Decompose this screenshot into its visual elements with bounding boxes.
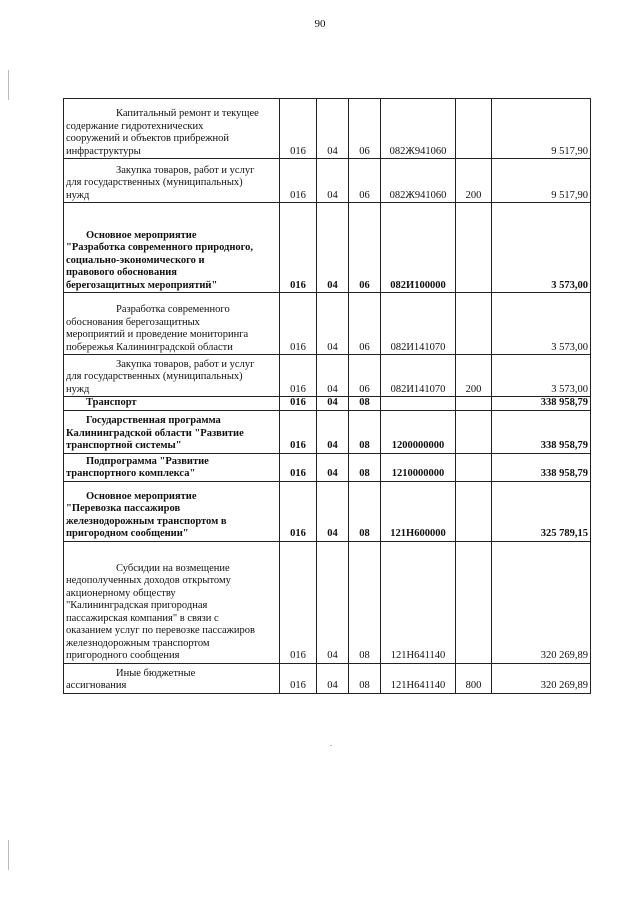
target-code: 121Н641140 <box>381 541 456 663</box>
subsection-code: 06 <box>349 99 381 159</box>
subsection-code: 06 <box>349 293 381 355</box>
row-name-line: Субсидии на возмещение <box>116 562 230 574</box>
row-name-line: железнодорожным транспортом в <box>66 515 227 527</box>
expense-kind-code <box>456 99 492 159</box>
table-row <box>64 99 591 159</box>
row-name-line: Основное мероприятие <box>86 490 197 502</box>
expense-kind-code <box>456 397 492 411</box>
row-name-line: транспортной системы" <box>66 440 182 451</box>
subsection-code: 08 <box>349 541 381 663</box>
row-name-line: обоснования берегозащитных <box>66 316 200 328</box>
section-code: 04 <box>317 481 349 541</box>
target-code <box>381 397 456 411</box>
amount: 3 573,00 <box>492 293 591 355</box>
subsection-code: 06 <box>349 159 381 203</box>
row-name-line: пригородного сообщения <box>66 650 180 661</box>
row-name-line: побережья Калининградской области <box>66 341 233 353</box>
scan-artifact <box>8 70 9 100</box>
section-code: 04 <box>317 159 349 203</box>
row-name <box>64 159 280 203</box>
table-row <box>64 203 591 293</box>
row-name-line: Основное мероприятие <box>86 229 197 241</box>
ministry-code: 016 <box>280 397 317 411</box>
row-name <box>64 663 280 693</box>
row-name-line: для государственных (муниципальных) <box>66 371 243 382</box>
ministry-code: 016 <box>280 203 317 293</box>
section-code: 04 <box>317 355 349 397</box>
subsection-code: 06 <box>349 203 381 293</box>
row-name-line: содержание гидротехнических <box>66 120 204 132</box>
expense-kind-code <box>456 410 492 453</box>
table-row <box>64 355 591 397</box>
target-code: 082И100000 <box>381 203 456 293</box>
expense-kind-code: 200 <box>456 159 492 203</box>
row-name-line: мероприятий и проведение мониторинга <box>66 329 249 340</box>
target-code: 082Ж941060 <box>381 159 456 203</box>
row-name-line: "Калининградская пригородная <box>66 600 208 611</box>
ministry-code: 016 <box>280 453 317 481</box>
row-name-line: "Разработка современного природного, <box>66 242 254 253</box>
ministry-code: 016 <box>280 99 317 159</box>
row-name-line: Калининградской области "Развитие <box>66 427 244 439</box>
target-code: 1210000000 <box>381 453 456 481</box>
amount: 338 958,79 <box>492 410 591 453</box>
table-row <box>64 293 591 355</box>
table-row <box>64 481 591 541</box>
target-code: 121Н600000 <box>381 481 456 541</box>
row-name-line: пассажирская компания" в связи с <box>66 612 219 624</box>
section-code: 04 <box>317 410 349 453</box>
row-name-line: Транспорт <box>86 397 137 408</box>
expense-kind-code <box>456 541 492 663</box>
amount: 320 269,89 <box>492 541 591 663</box>
row-name-line: железнодорожным транспортом <box>66 637 210 649</box>
table-row <box>64 541 591 663</box>
section-code: 04 <box>317 293 349 355</box>
table-row <box>64 663 591 693</box>
row-name-line: Иные бюджетные <box>116 667 196 679</box>
row-name-line: правового обоснования <box>66 267 177 278</box>
amount: 320 269,89 <box>492 663 591 693</box>
row-name <box>64 99 280 159</box>
section-code: 04 <box>317 203 349 293</box>
amount: 3 573,00 <box>492 203 591 293</box>
row-name <box>64 453 280 481</box>
ministry-code: 016 <box>280 293 317 355</box>
ministry-code: 016 <box>280 481 317 541</box>
subsection-code: 08 <box>349 410 381 453</box>
table-row <box>64 397 591 411</box>
target-code: 1200000000 <box>381 410 456 453</box>
row-name-line: берегозащитных мероприятий" <box>66 279 218 291</box>
row-name-line: сооружений и объектов прибрежной <box>66 133 230 144</box>
section-code: 04 <box>317 397 349 411</box>
row-name <box>64 410 280 453</box>
row-name <box>64 481 280 541</box>
amount: 3 573,00 <box>492 355 591 397</box>
row-name-line: нужд <box>66 383 90 395</box>
ministry-code: 016 <box>280 159 317 203</box>
row-name-line: акционерному обществу <box>66 587 176 599</box>
row-name-line: недополученных доходов открытому <box>66 575 231 586</box>
amount: 338 958,79 <box>492 453 591 481</box>
table-row <box>64 159 591 203</box>
target-code: 121Н641140 <box>381 663 456 693</box>
budget-table <box>63 98 591 694</box>
subsection-code: 06 <box>349 355 381 397</box>
row-name-line: Государственная программа <box>86 415 221 426</box>
row-name-line: ассигнования <box>66 680 127 691</box>
row-name-line: транспортного комплекса" <box>66 468 196 479</box>
section-code: 04 <box>317 99 349 159</box>
scan-artifact <box>330 745 332 746</box>
expense-kind-code: 200 <box>456 355 492 397</box>
row-name-line: инфраструктуры <box>66 145 141 157</box>
subsection-code: 08 <box>349 453 381 481</box>
target-code: 082Ж941060 <box>381 99 456 159</box>
ministry-code: 016 <box>280 541 317 663</box>
amount: 325 789,15 <box>492 481 591 541</box>
row-name <box>64 541 280 663</box>
row-name <box>64 293 280 355</box>
target-code: 082И141070 <box>381 355 456 397</box>
row-name-line: нужд <box>66 189 90 201</box>
subsection-code: 08 <box>349 481 381 541</box>
row-name-line: пригородном сообщении" <box>66 528 189 539</box>
row-name <box>64 355 280 397</box>
row-name-line: "Перевозка пассажиров <box>66 503 181 514</box>
row-name-line: Капитальный ремонт и текущее <box>116 108 259 119</box>
expense-kind-code <box>456 293 492 355</box>
row-name <box>64 203 280 293</box>
amount: 9 517,90 <box>492 159 591 203</box>
table-row <box>64 453 591 481</box>
ministry-code: 016 <box>280 410 317 453</box>
expense-kind-code: 800 <box>456 663 492 693</box>
target-code: 082И141070 <box>381 293 456 355</box>
section-code: 04 <box>317 663 349 693</box>
row-name-line: оказанием услуг по перевозке пассажиров <box>66 625 255 636</box>
subsection-code: 08 <box>349 397 381 411</box>
row-name-line: Подпрограмма "Развитие <box>86 455 209 467</box>
row-name <box>64 397 280 411</box>
scan-artifact <box>8 840 9 870</box>
row-name-line: Закупка товаров, работ и услуг <box>116 358 255 370</box>
table-row <box>64 410 591 453</box>
row-name-line: Разработка современного <box>116 304 230 315</box>
expense-kind-code <box>456 203 492 293</box>
expense-kind-code <box>456 453 492 481</box>
section-code: 04 <box>317 453 349 481</box>
amount: 338 958,79 <box>492 397 591 411</box>
row-name-line: социально-экономического и <box>66 254 205 266</box>
page-number: 90 <box>314 18 326 30</box>
expense-kind-code <box>456 481 492 541</box>
row-name-line: Закупка товаров, работ и услуг <box>116 164 255 176</box>
row-name-line: для государственных (муниципальных) <box>66 177 243 188</box>
subsection-code: 08 <box>349 663 381 693</box>
section-code: 04 <box>317 541 349 663</box>
amount: 9 517,90 <box>492 99 591 159</box>
ministry-code: 016 <box>280 355 317 397</box>
ministry-code: 016 <box>280 663 317 693</box>
